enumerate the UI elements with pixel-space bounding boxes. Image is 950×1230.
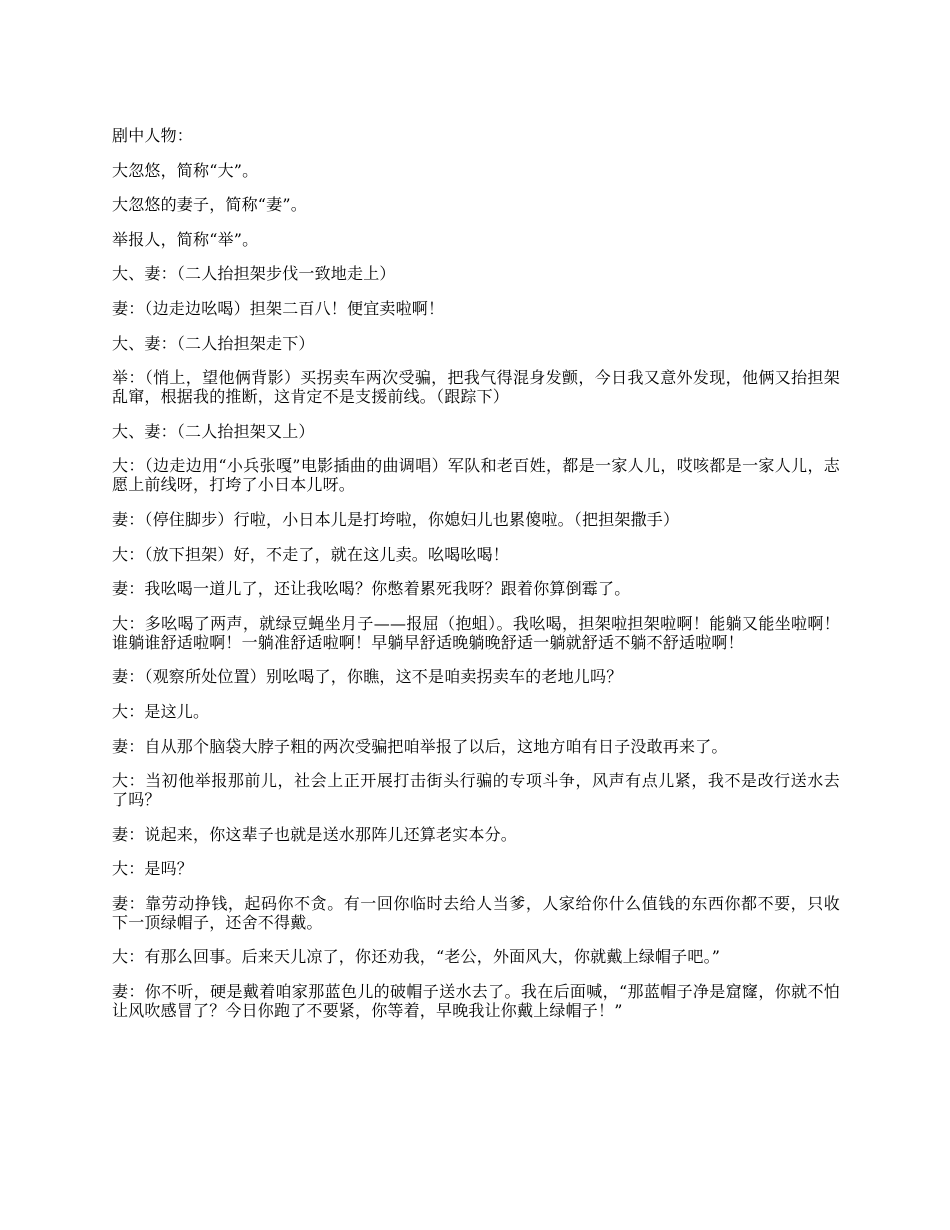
cast-entry-qi: 大忽悠的妻子，简称“妻”。 [112, 195, 307, 215]
script-line: 大：（放下担架）好，不走了，就在这儿卖。吆喝吆喝！ [112, 544, 510, 564]
script-line: 大：多吆喝了两声，就绿豆蝇坐月子——报屈（抱蛆）。我吆喝，担架啦担架啦啊！能躺又能坐啦啊！谁躺谁舒适啦啊！一躺准舒适啦啊！早躺早舒适晚躺晚舒适一躺就舒适不躺不舒适啦啊！ [112, 613, 840, 652]
script-line: 大：有那么回事。后来天儿凉了，你还劝我，“老公，外面风大，你就戴上绿帽子吧。” [112, 947, 721, 967]
script-line: 大、妻：（二人抬担架走下） [112, 333, 315, 353]
script-line: 大：当初他举报那前儿，社会上正开展打击街头行骗的专项斗争，风声有点儿紧，我不是改行送水去了吗？ [112, 771, 840, 810]
script-line: 妻：（停住脚步）行啦，小日本儿是打垮啦，你媳妇儿也累傻啦。（把担架撒手） [112, 509, 680, 529]
script-line: 妻：说起来，你这辈子也就是送水那阵儿还算老实本分。 [112, 824, 518, 844]
script-line: 大：是这儿。 [112, 701, 210, 721]
script-line: 大、妻：（二人抬担架又上） [112, 421, 315, 441]
script-line: 大、妻：（二人抬担架步伐一致地走上） [112, 264, 396, 284]
script-line: 妻：自从那个脑袋大脖子粗的两次受骗把咱举报了以后，这地方咱有日子没敢再来了。 [112, 736, 728, 756]
script-line: 妻：（边走边吆喝）担架二百八！便宜卖啦啊！ [112, 298, 445, 318]
script-line: 妻：你不听，硬是戴着咱家那蓝色儿的破帽子送水去了。我在后面喊，“那蓝帽子净是窟窿，你就不怕让风吹感冒了？今日你跑了不要紧，你等着，早晚我让你戴上绿帽子！” [112, 982, 840, 1021]
script-line: 妻：靠劳动挣钱，起码你不贪。有一回你临时去给人当爹，人家给你什么值钱的东西你都不要，只收下一顶绿帽子，还舍不得戴。 [112, 893, 840, 932]
cast-entry-ju: 举报人，简称“举”。 [112, 229, 259, 249]
script-line: 大：（边走边用“小兵张嘎”电影插曲的曲调唱）军队和老百姓，都是一家人儿，哎咳都是一家人儿，志愿上前线呀，打垮了小日本儿呀。 [112, 456, 840, 495]
cast-entry-da: 大忽悠，简称“大”。 [112, 160, 259, 180]
script-line: 举：（悄上，望他俩背影）买拐卖车两次受骗，把我气得混身发颤，今日我又意外发现，他俩又抬担架乱窜，根据我的推断，这肯定不是支援前线。（跟踪下） [112, 368, 840, 407]
script-line: 妻：我吆喝一道儿了，还让我吆喝？你憋着累死我呀？跟着你算倒霉了。 [112, 579, 631, 599]
cast-heading: 剧中人物： [112, 126, 194, 145]
script-line: 妻：（观察所处位置）别吆喝了，你瞧，这不是咱卖拐卖车的老地儿吗？ [112, 667, 623, 687]
script-line: 大：是吗？ [112, 859, 194, 879]
